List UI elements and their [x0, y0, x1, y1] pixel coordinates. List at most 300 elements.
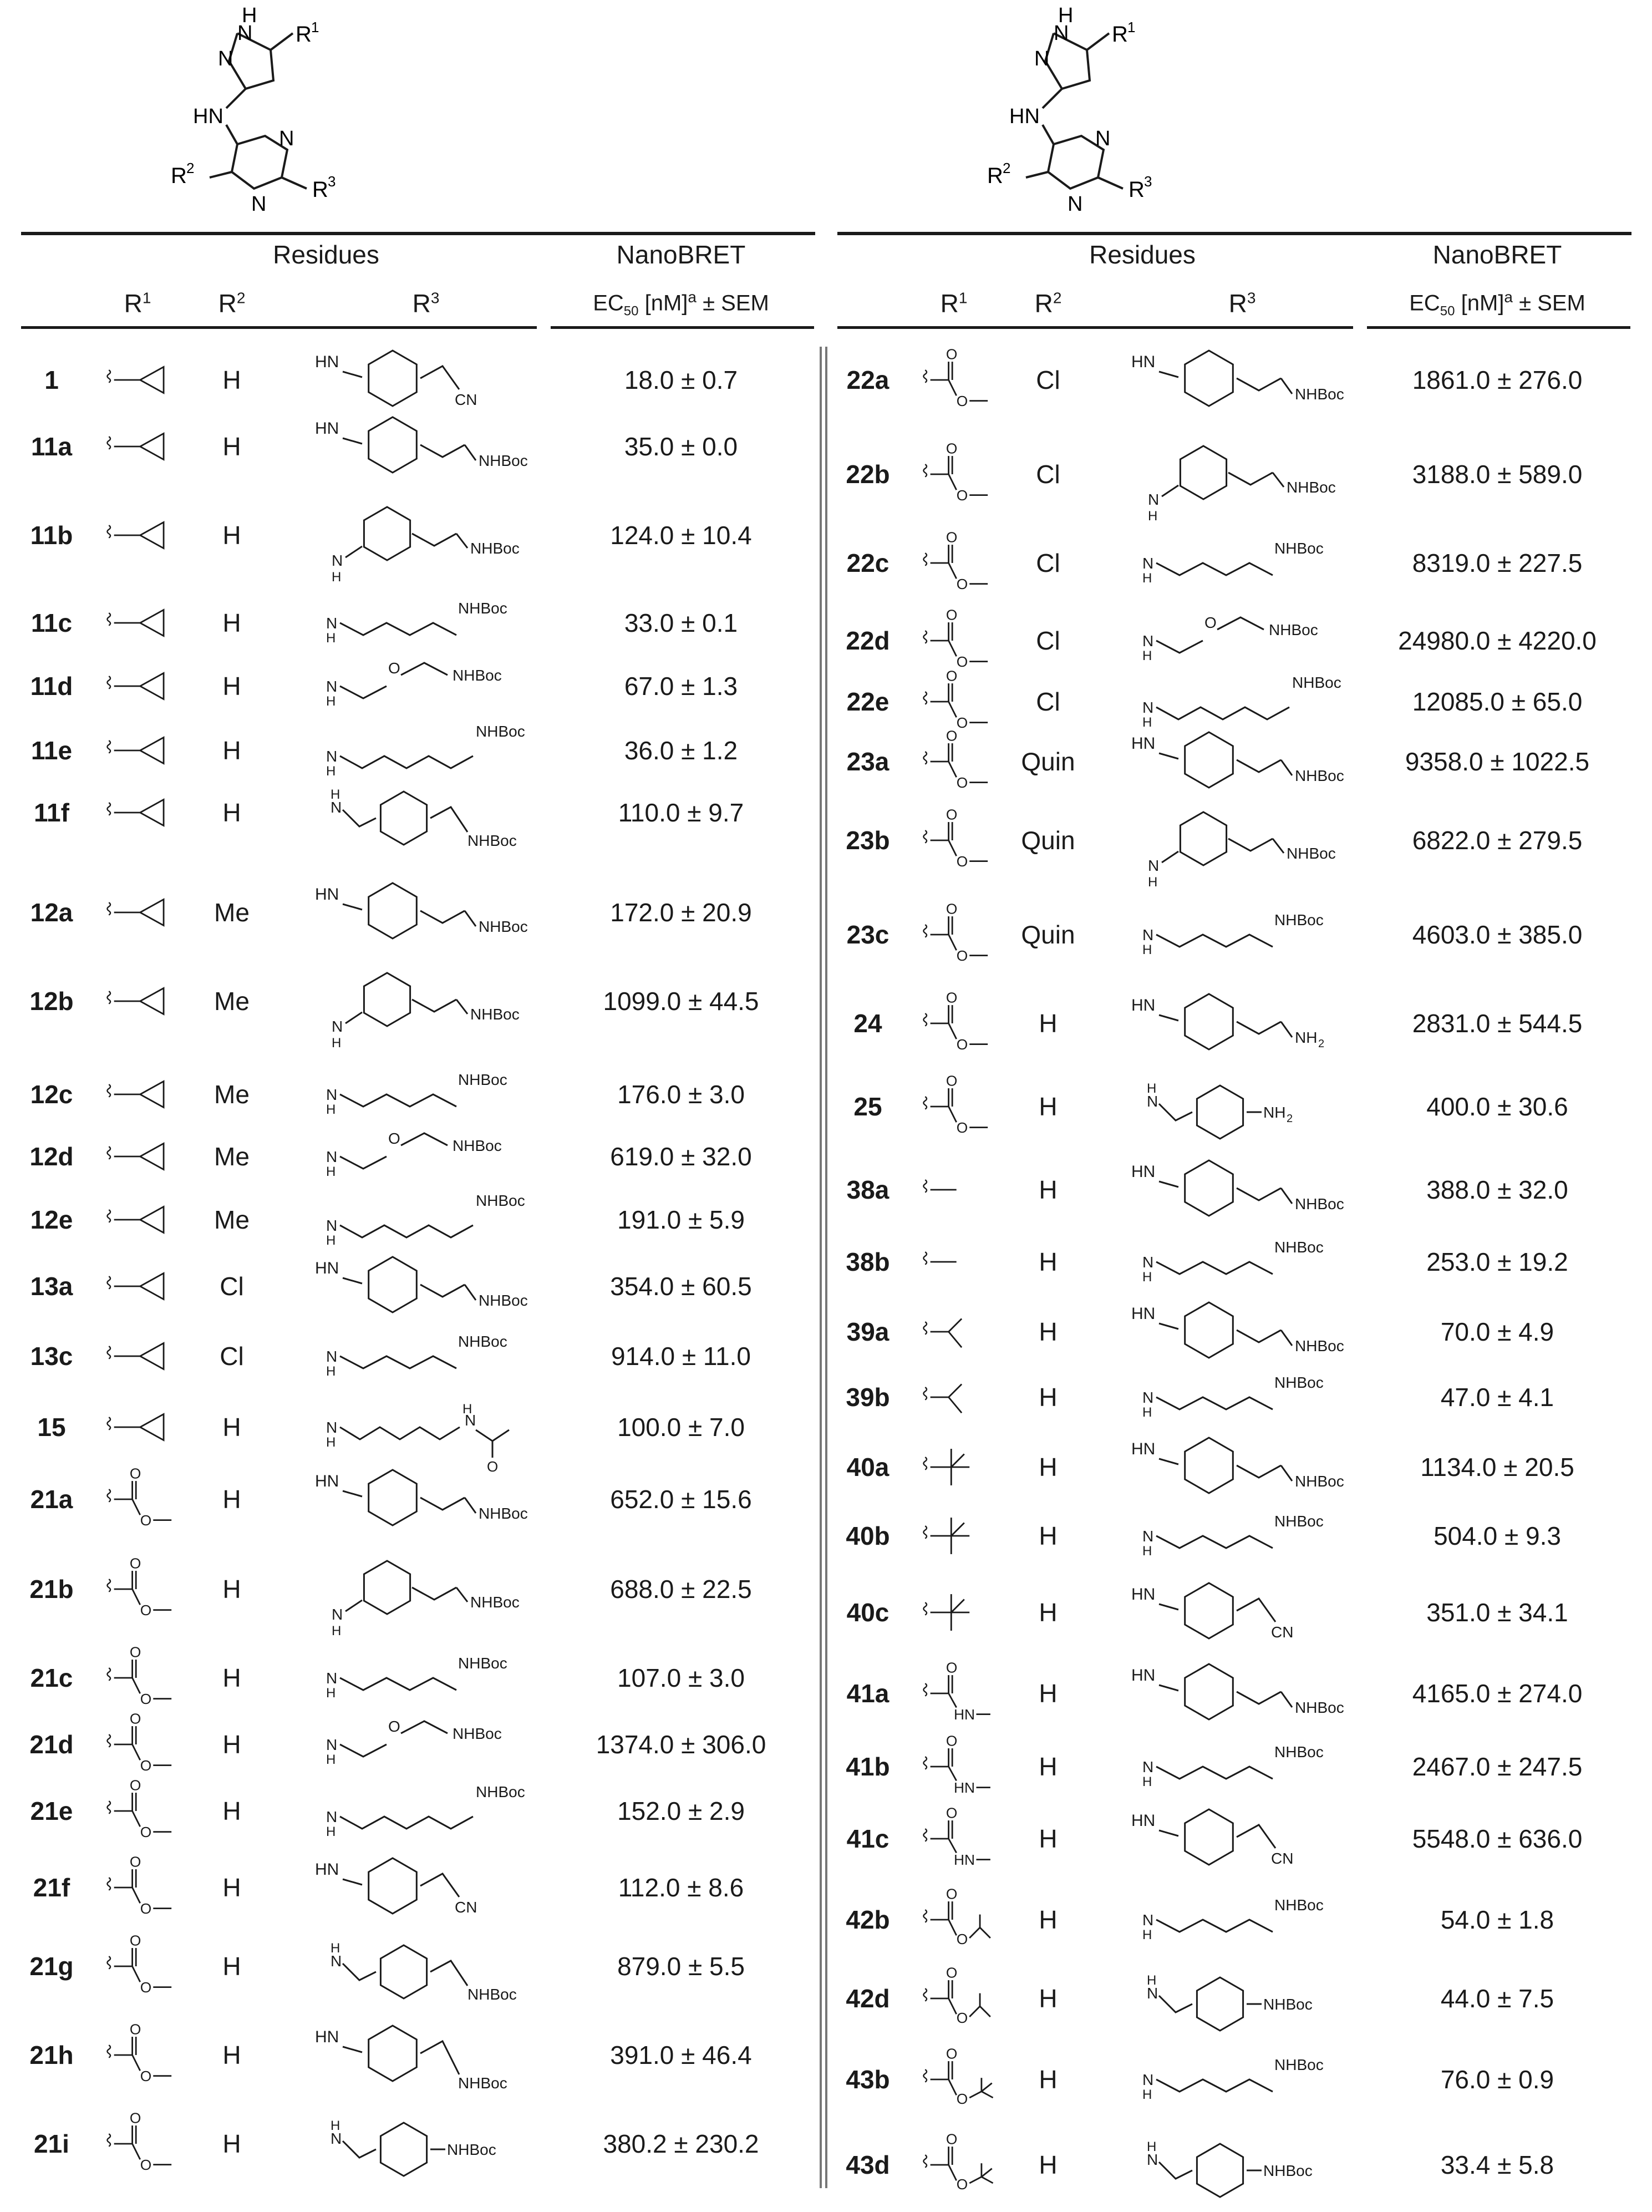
svg-text:O: O [946, 1659, 958, 1676]
ec50-value: 652.0 ± 15.6 [610, 1485, 752, 1514]
ec50-value: 354.0 ± 60.5 [610, 1272, 752, 1301]
svg-text:H: H [1142, 1927, 1152, 1942]
svg-text:NHBoc: NHBoc [1274, 1896, 1324, 1914]
r2-substituent: H [222, 1663, 241, 1692]
svg-text:HN: HN [315, 419, 339, 438]
r1-structure-cyclopropyl [93, 876, 182, 948]
svg-text:N: N [332, 1606, 343, 1623]
r1-structure-cyclopropyl [93, 499, 182, 571]
svg-text:O: O [140, 1691, 152, 1708]
r1-structure-methyl-ester [93, 1708, 182, 1780]
svg-text:O: O [946, 806, 958, 823]
r1-structure-cyclopropyl [93, 587, 182, 659]
r1-structure-cyclopropyl [93, 965, 182, 1037]
svg-text:NHBoc: NHBoc [453, 1137, 502, 1154]
compound-id: 38b [846, 1247, 890, 1276]
svg-text:O: O [129, 1555, 141, 1572]
svg-text:O: O [946, 1072, 958, 1089]
r2-substituent: H [222, 1575, 241, 1604]
r1-structure-cyclopropyl [93, 714, 182, 787]
r1-structure-cyclopropyl [93, 1120, 182, 1193]
svg-text:O: O [956, 653, 968, 671]
svg-text:NHBoc: NHBoc [467, 1986, 517, 2003]
compound-id: 13a [30, 1272, 73, 1301]
r2-substituent: H [222, 672, 241, 701]
r3-structure-pentyl-NHBoc [1092, 899, 1392, 982]
r2-col-header: $R^2$ [218, 289, 246, 318]
r2-substituent: H [1039, 1984, 1058, 2013]
r3-structure-m-ethyl-NHBoc-aniline [1092, 804, 1392, 887]
svg-text:1: 1 [311, 19, 319, 35]
svg-text:NHBoc: NHBoc [458, 600, 507, 617]
svg-text:H: H [331, 1941, 340, 1956]
svg-text:HN: HN [315, 885, 339, 904]
svg-text:H: H [1142, 1544, 1152, 1559]
nanobret-header-right: NanoBRET [1432, 240, 1562, 269]
svg-text:NHBoc: NHBoc [447, 2141, 496, 2158]
r3-structure-m-ethyl-NHBoc-aniline [276, 499, 576, 582]
r2-substituent: H [222, 1730, 241, 1759]
r1-col-header-right: $R^1$ [940, 289, 968, 318]
r2-substituent: H [1039, 1752, 1058, 1781]
svg-text:O: O [129, 2109, 141, 2127]
ec50-value: 36.0 ± 1.2 [624, 736, 738, 765]
svg-text:N: N [279, 127, 294, 150]
ec50-value: 5548.0 ± 636.0 [1412, 1824, 1583, 1853]
r2-substituent: H [222, 608, 241, 637]
r3-structure-benzylamine-NHBoc [276, 1930, 576, 2013]
r3-structure-p-ethyl-NHBoc-aniline [1092, 726, 1392, 809]
r1-structure-methyl-amide [909, 1803, 998, 1875]
r2-substituent: H [222, 2129, 241, 2158]
nanobret-underline-right [1367, 326, 1630, 329]
ec50-value: 33.4 ± 5.8 [1440, 2150, 1554, 2179]
residues-underline-right [837, 326, 1353, 329]
ec50-value: 35.0 ± 0.0 [624, 432, 738, 461]
svg-text:N: N [1142, 1254, 1154, 1271]
r2-substituent: H [1039, 1175, 1058, 1204]
svg-text:N: N [326, 1736, 338, 1753]
svg-text:NHBoc: NHBoc [1274, 911, 1324, 929]
svg-text:O: O [129, 1710, 141, 1727]
r1-structure-tert-butyl [909, 1431, 998, 1503]
svg-text:HN: HN [1131, 1585, 1156, 1604]
ec50-value: 504.0 ± 9.3 [1434, 1521, 1561, 1550]
svg-text:N: N [1142, 632, 1154, 650]
r1-structure-cyclopropyl [93, 777, 182, 849]
compound-id: 43d [846, 2150, 890, 2179]
r1-structure-cyclopropyl [93, 650, 182, 722]
svg-text:H: H [326, 1435, 336, 1450]
r3-structure-p-ethyl-NHBoc-aniline [1092, 1154, 1392, 1237]
compound-id: 21f [33, 1873, 70, 1902]
svg-text:H: H [326, 1164, 336, 1179]
svg-text:O: O [129, 1465, 141, 1482]
svg-text:O: O [956, 947, 968, 965]
r2-substituent: H [222, 521, 241, 550]
svg-text:NHBoc: NHBoc [1274, 540, 1324, 557]
r2-substituent: H [222, 798, 241, 827]
svg-text:O: O [140, 1979, 152, 1996]
compound-id: 22d [846, 626, 890, 655]
ec50-value: 2467.0 ± 247.5 [1412, 1752, 1583, 1781]
svg-text:N: N [326, 748, 338, 765]
ec50-value: 67.0 ± 1.3 [624, 672, 738, 701]
svg-text:O: O [946, 667, 958, 684]
svg-text:H: H [326, 694, 336, 709]
r1-structure-cyclopropyl [93, 1184, 182, 1256]
compound-id: 41b [846, 1752, 890, 1781]
ec50-value: 4603.0 ± 385.0 [1412, 920, 1583, 949]
svg-text:H: H [326, 764, 336, 779]
ec50-value: 18.0 ± 0.7 [624, 366, 738, 394]
r3-structure-p-ethyl-NH2-aniline [1092, 987, 1392, 1071]
svg-text:O: O [956, 2010, 968, 2027]
compound-id: 22b [846, 460, 890, 489]
svg-text:N: N [326, 1348, 338, 1365]
svg-text:N: N [326, 1148, 338, 1165]
r1-structure-cyclopropyl [93, 1391, 182, 1463]
compound-id: 41c [846, 1824, 889, 1853]
svg-text:H: H [1142, 2087, 1152, 2102]
compound-id: 11d [30, 672, 73, 701]
r3-structure-p-ethyl-NHBoc-aniline [276, 876, 576, 960]
ec50-value: 9358.0 ± 1022.5 [1405, 747, 1590, 776]
svg-text:H: H [326, 1824, 336, 1839]
r3-structure-benzylamine-p-NHBoc [1092, 2129, 1392, 2212]
ec50-value: 3188.0 ± 589.0 [1412, 460, 1583, 489]
svg-text:O: O [946, 900, 958, 917]
svg-text:H: H [1142, 571, 1152, 586]
svg-text:NHBoc: NHBoc [476, 723, 525, 740]
svg-text:N: N [1142, 2071, 1154, 2088]
svg-text:H: H [242, 4, 257, 27]
compound-id: 13c [30, 1342, 73, 1371]
r3-structure-m-ethyl-NHBoc-aniline [276, 1553, 576, 1636]
svg-text:H: H [326, 1102, 336, 1117]
svg-text:N: N [326, 1670, 338, 1687]
r1-structure-methyl-amide [909, 1657, 998, 1729]
ec50-value: 152.0 ± 2.9 [617, 1797, 745, 1825]
svg-text:NHBoc: NHBoc [479, 452, 528, 469]
svg-text:R: R [987, 164, 1003, 188]
svg-text:NHBoc: NHBoc [1287, 845, 1336, 862]
r2-substituent: H [1039, 1521, 1058, 1550]
svg-text:NHBoc: NHBoc [479, 1505, 528, 1522]
ec50-value: 1099.0 ± 44.5 [603, 987, 759, 1016]
r3-structure-benzylamine-NHBoc [276, 777, 576, 860]
svg-text:H: H [332, 570, 342, 582]
compound-id: 22e [846, 687, 889, 716]
r2-substituent: H [222, 432, 241, 461]
compound-id: 42d [846, 1984, 890, 2013]
ec50-value: 688.0 ± 22.5 [610, 1575, 752, 1604]
r1-structure-tert-butyl [909, 1500, 998, 1572]
compound-id: 39b [846, 1383, 890, 1412]
compound-id: 22c [846, 549, 889, 577]
r2-substituent: Cl [1036, 366, 1060, 394]
ec50-col-header: $EC_{50}$ [nM]$^a$ ± SEM [593, 288, 769, 319]
r2-substituent: H [1039, 1092, 1058, 1121]
compound-id: 12b [29, 987, 74, 1016]
ec50-value: 879.0 ± 5.5 [617, 1952, 745, 1981]
ec50-value: 253.0 ± 19.2 [1426, 1247, 1568, 1276]
svg-text:H: H [331, 787, 340, 802]
compound-id: 43b [846, 2065, 890, 2094]
svg-text:HN: HN [315, 1472, 339, 1490]
r2-substituent: H [1039, 1905, 1058, 1934]
residues-header: Residues [273, 240, 379, 269]
r1-structure-isopropyl [909, 1361, 998, 1433]
compound-id: 11b [30, 521, 73, 550]
svg-text:H: H [1142, 648, 1152, 663]
svg-text:NHBoc: NHBoc [476, 1192, 525, 1209]
svg-text:N: N [326, 678, 338, 695]
r1-structure-methyl-ester [909, 344, 998, 416]
svg-text:NH: NH [1295, 1029, 1318, 1046]
ec50-value: 380.2 ± 230.2 [603, 2129, 759, 2158]
r1-structure-methyl [909, 1154, 998, 1226]
r3-structure-p-ethyl-NHBoc-aniline [276, 410, 576, 494]
r3-structure-m-ethyl-NHBoc-aniline [276, 965, 576, 1048]
compound-id: 21d [29, 1730, 74, 1759]
svg-text:NHBoc: NHBoc [1295, 767, 1344, 784]
svg-text:O: O [140, 1757, 152, 1774]
r1-structure-methyl-ester [93, 1553, 182, 1625]
compound-id: 21e [30, 1797, 73, 1825]
svg-text:O: O [946, 727, 958, 744]
svg-text:N: N [1142, 1911, 1154, 1929]
svg-text:HN: HN [315, 1860, 339, 1879]
r1-structure-methyl-ester [93, 1851, 182, 1924]
r2-substituent: Me [214, 898, 250, 927]
svg-text:N: N [326, 1808, 338, 1825]
r2-substituent: Cl [1036, 460, 1060, 489]
r1-structure-methyl-amide [909, 1731, 998, 1803]
compound-id: 11a [31, 432, 73, 461]
r2-substituent: H [222, 1952, 241, 1981]
svg-text:NHBoc: NHBoc [470, 1594, 520, 1611]
r2-substituent: Me [214, 1142, 250, 1171]
svg-text:NHBoc: NHBoc [453, 1725, 502, 1742]
svg-text:H: H [1147, 1973, 1157, 1988]
svg-text:O: O [388, 1130, 400, 1147]
r1-col-header: $R^1$ [124, 289, 151, 318]
r2-substituent: Cl [220, 1342, 244, 1371]
svg-text:N: N [331, 799, 342, 816]
svg-text:N: N [326, 1419, 338, 1436]
svg-text:N: N [332, 552, 343, 569]
svg-text:H: H [326, 1233, 336, 1248]
ec50-value: 388.0 ± 32.0 [1426, 1175, 1568, 1204]
svg-text:O: O [140, 2157, 152, 2174]
compound-id: 21b [29, 1575, 74, 1604]
svg-text:H: H [1142, 715, 1152, 730]
svg-text:O: O [946, 989, 958, 1006]
r2-substituent: H [1039, 1824, 1058, 1853]
ec50-value: 4165.0 ± 274.0 [1412, 1679, 1583, 1708]
svg-text:2: 2 [1318, 1038, 1325, 1050]
svg-text:NHBoc: NHBoc [476, 1783, 525, 1800]
svg-text:H: H [1142, 942, 1152, 957]
compound-id: 40b [846, 1521, 890, 1550]
ec50-value: 619.0 ± 32.0 [610, 1142, 752, 1171]
r2-substituent: H [1039, 2150, 1058, 2179]
compound-id: 23b [846, 826, 890, 855]
svg-text:O: O [1204, 614, 1217, 631]
compound-id: 1 [44, 366, 59, 394]
svg-text:NHBoc: NHBoc [1295, 1473, 1344, 1490]
svg-text:O: O [946, 1732, 958, 1749]
svg-text:3: 3 [328, 173, 336, 190]
svg-text:N: N [1147, 1093, 1158, 1110]
svg-text:O: O [956, 714, 968, 732]
compound-id: 12d [29, 1142, 74, 1171]
compound-id: 40c [846, 1598, 889, 1627]
svg-text:O: O [956, 1036, 968, 1053]
r1-structure-cyclopropyl [93, 1320, 182, 1392]
svg-text:O: O [956, 576, 968, 593]
r1-structure-methyl-ester [93, 2019, 182, 2091]
r2-substituent: H [222, 366, 241, 394]
r2-substituent: H [1039, 1598, 1058, 1627]
ec50-value: 391.0 ± 46.4 [610, 2041, 752, 2069]
r3-structure-hexyl-acetamide [276, 1391, 576, 1474]
r1-structure-methyl-ester [93, 1930, 182, 2002]
compound-id: 38a [846, 1175, 889, 1204]
r2-substituent: Cl [1036, 687, 1060, 716]
r1-structure-isopropyl-ester [909, 1884, 998, 1956]
r1-structure-methyl-ester [93, 1463, 182, 1535]
r1-structure-methyl [909, 1226, 998, 1298]
svg-text:H: H [1142, 1774, 1152, 1789]
svg-text:H: H [1147, 1081, 1157, 1096]
r2-substituent: H [1039, 1679, 1058, 1708]
compound-id: 41a [846, 1679, 889, 1708]
svg-text:O: O [946, 346, 958, 363]
ec50-value: 110.0 ± 9.7 [618, 798, 744, 827]
r1-structure-isopropyl-ester [909, 1962, 998, 2035]
r1-structure-methyl-ester [909, 527, 998, 599]
svg-text:HN: HN [315, 1259, 339, 1277]
svg-text:H: H [1148, 875, 1158, 887]
svg-text:HN: HN [193, 105, 223, 128]
svg-text:NHBoc: NHBoc [453, 667, 502, 684]
svg-text:2: 2 [1287, 1113, 1293, 1125]
compound-id: 42b [846, 1905, 890, 1934]
svg-text:R: R [1129, 177, 1145, 202]
svg-text:O: O [956, 853, 968, 870]
svg-text:HN: HN [1009, 105, 1040, 128]
r2-col-header-right: $R^2$ [1034, 289, 1062, 318]
r1-structure-methyl-ester [909, 438, 998, 510]
r3-structure-pentyl-NHBoc [1092, 1500, 1392, 1583]
svg-text:NHBoc: NHBoc [1274, 1513, 1324, 1530]
svg-text:O: O [956, 487, 968, 504]
svg-text:R: R [1112, 22, 1128, 47]
svg-text:N: N [465, 1412, 476, 1429]
r1-structure-methyl-ester [93, 1642, 182, 1714]
svg-text:NHBoc: NHBoc [467, 832, 517, 849]
compound-id: 40a [846, 1453, 889, 1482]
svg-text:NHBoc: NHBoc [1274, 2056, 1324, 2073]
compound-id: 22a [846, 366, 889, 394]
ec50-value: 6822.0 ± 279.5 [1412, 826, 1583, 855]
svg-text:O: O [956, 1119, 968, 1137]
ec50-value: 1374.0 ± 306.0 [596, 1730, 766, 1759]
compound-id: 25 [853, 1092, 882, 1121]
svg-text:HN: HN [1131, 996, 1156, 1014]
ec50-value: 914.0 ± 11.0 [611, 1342, 751, 1371]
r1-structure-methyl-ester [909, 899, 998, 971]
svg-text:O: O [129, 2021, 141, 2038]
r3-structure-p-CH2CN-aniline [1092, 1576, 1392, 1660]
svg-text:NHBoc: NHBoc [1263, 2162, 1313, 2179]
svg-text:O: O [140, 1900, 152, 1917]
ec50-value: 54.0 ± 1.8 [1440, 1905, 1554, 1934]
svg-text:N: N [1034, 47, 1050, 70]
compound-id: 39a [846, 1317, 889, 1346]
ec50-value: 33.0 ± 0.1 [624, 608, 738, 637]
svg-text:N: N [331, 1952, 342, 1970]
svg-text:N: N [326, 615, 338, 632]
compound-id: 15 [37, 1413, 66, 1442]
ec50-value: 1134.0 ± 20.5 [1420, 1453, 1574, 1482]
panel-divider-2 [825, 347, 827, 2188]
residues-header-right: Residues [1089, 240, 1196, 269]
svg-text:N: N [251, 192, 267, 216]
ec50-value: 351.0 ± 34.1 [1426, 1598, 1568, 1627]
svg-text:CN: CN [455, 391, 477, 408]
compound-id: 21c [30, 1663, 73, 1692]
r3-structure-pentyl-NHBoc [1092, 1731, 1392, 1814]
svg-text:H: H [462, 1402, 472, 1417]
r2-substituent: Me [214, 987, 250, 1016]
svg-text:HN: HN [1131, 1305, 1156, 1323]
ec50-value: 124.0 ± 10.4 [610, 521, 752, 550]
compound-id: 11c [31, 608, 73, 637]
svg-text:O: O [946, 1804, 958, 1822]
r2-substituent: H [222, 1413, 241, 1442]
r1-structure-cyclopropyl [93, 344, 182, 416]
ec50-value: 1861.0 ± 276.0 [1412, 366, 1583, 394]
r1-structure-tert-butyl-ester [909, 2043, 998, 2115]
r3-structure-hexyl-NHBoc [276, 1775, 576, 1858]
svg-text:H: H [326, 1364, 336, 1379]
core-scaffold-structure [154, 0, 387, 227]
r2-substituent: H [1039, 1247, 1058, 1276]
svg-text:HN: HN [315, 2028, 339, 2046]
svg-text:N: N [1142, 1528, 1154, 1545]
svg-text:N: N [326, 1217, 338, 1234]
svg-text:N: N [1095, 127, 1111, 150]
r2-substituent: H [222, 2041, 241, 2069]
svg-text:O: O [388, 1718, 400, 1735]
svg-text:O: O [946, 1885, 958, 1902]
svg-text:N: N [1142, 555, 1154, 572]
svg-text:N: N [1147, 1985, 1158, 2002]
ec50-value: 176.0 ± 3.0 [617, 1080, 745, 1109]
r2-substituent: H [222, 1797, 241, 1825]
svg-text:HN: HN [954, 1779, 975, 1797]
r2-substituent: Quin [1021, 920, 1075, 949]
nanobret-header: NanoBRET [616, 240, 746, 269]
ec50-value: 2831.0 ± 544.5 [1412, 1009, 1583, 1038]
svg-text:O: O [946, 440, 958, 457]
r3-structure-p-CH2CN-aniline [1092, 1803, 1392, 1886]
compound-id: 21a [30, 1485, 73, 1514]
svg-text:NHBoc: NHBoc [1295, 1699, 1344, 1716]
